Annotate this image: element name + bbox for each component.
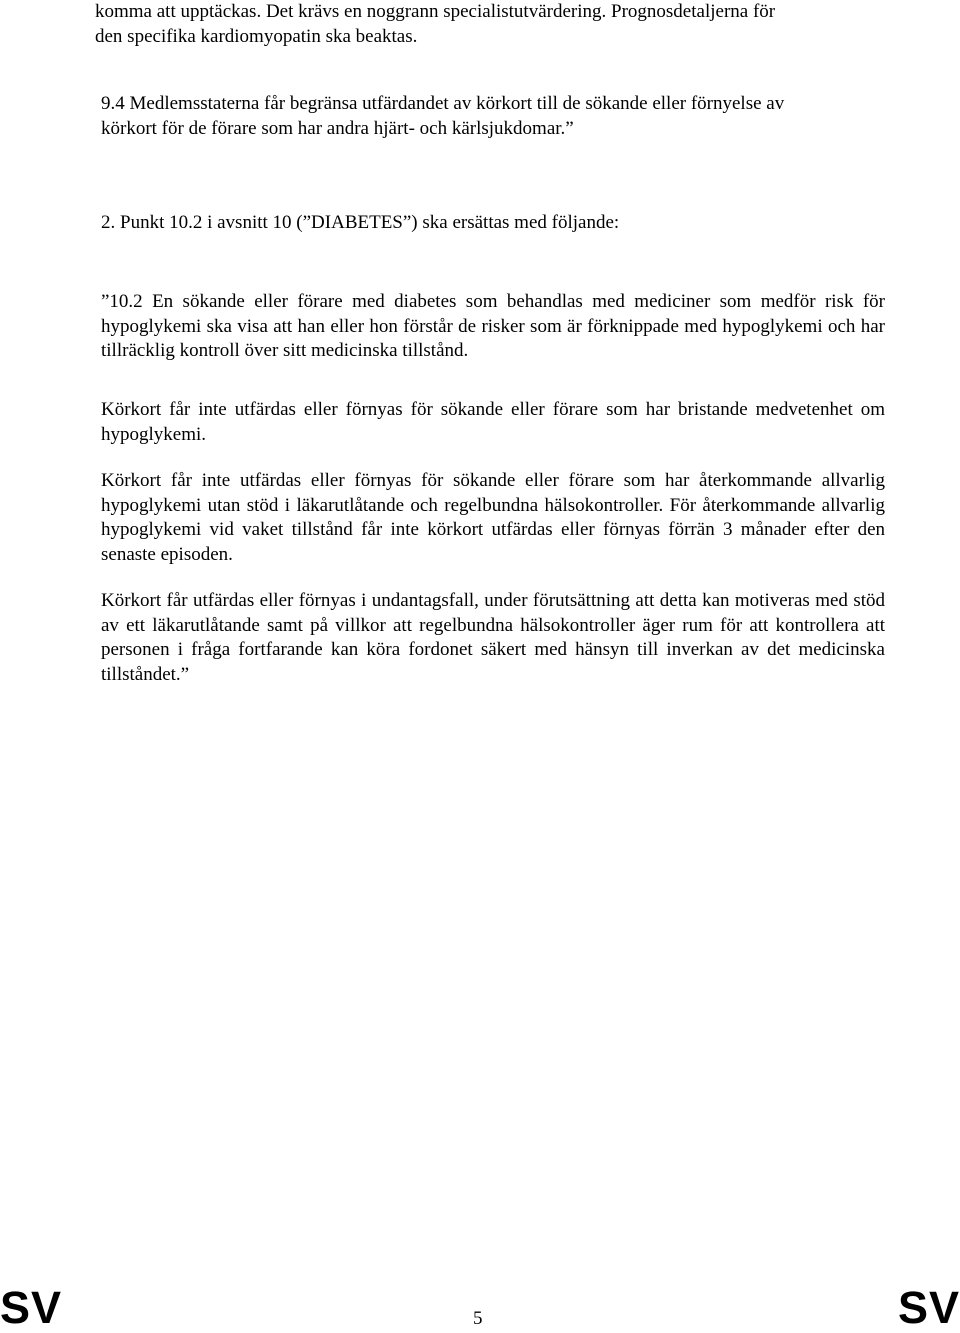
paragraph-9-4-line-1: 9.4 Medlemsstaterna får begränsa utfärdandet av körkort till de sökande eller förnyelse av xyxy=(101,93,785,114)
continuation-paragraph xyxy=(95,0,895,49)
paragraph-exceptions: Körkort får utfärdas eller förnyas i undantagsfall, under förutsättning att detta kan motiveras med stöd av ett läkarutlåtande samt på villkor att regelbundna hälsokontroller äger rum för att kontrollera att personen i fråga fortfarande kan köra fordonet säkert med hänsyn till inverkan av det medicinska tillståndet.” xyxy=(101,590,885,685)
paragraph-9-4-line-2: körkort för de förare som har andra hjärt- och kärlsjukdomar.” xyxy=(101,117,574,139)
paragraph-hypoglycemia-awareness: Körkort får inte utfärdas eller förnyas för sökande eller förare som har bristande medvetenhet om hypoglykemi. xyxy=(101,399,885,445)
page-number: 5 xyxy=(473,1308,483,1329)
continuation-line-1: komma att upptäckas. Det krävs en noggrann specialistutvärdering. Prognosdetaljerna för xyxy=(95,1,776,22)
paragraph-10-2: ”10.2 En sökande eller förare med diabetes som behandlas med mediciner som medför risk för hypoglykemi ska visa att han eller hon förstår de risker som är förknippade med hypoglykemi och har tillräcklig kontroll över sitt medicinska tillstånd. xyxy=(101,291,885,361)
footer-language-right: SV xyxy=(897,1282,960,1333)
continuation-line-2: den specifika kardiomyopatin ska beaktas. xyxy=(95,25,418,47)
footer-language-left: SV xyxy=(0,1282,63,1333)
paragraph-9-4 xyxy=(101,92,901,141)
paragraph-recurrent-hypoglycemia: Körkort får inte utfärdas eller förnyas för sökande eller förare som har återkommande allvarlig hypoglykemi utan stöd i läkarutlåtande och regelbundna hälsokontroller. För återkommande allvarlig hypoglykemi vid vaket tillstånd får inte körkort utfärdas eller förnyas förrän 3 månader efter den senaste episoden. xyxy=(101,470,885,565)
amendment-heading: 2. Punkt 10.2 i avsnitt 10 (”DIABETES”) ska ersättas med följande: xyxy=(101,212,620,233)
